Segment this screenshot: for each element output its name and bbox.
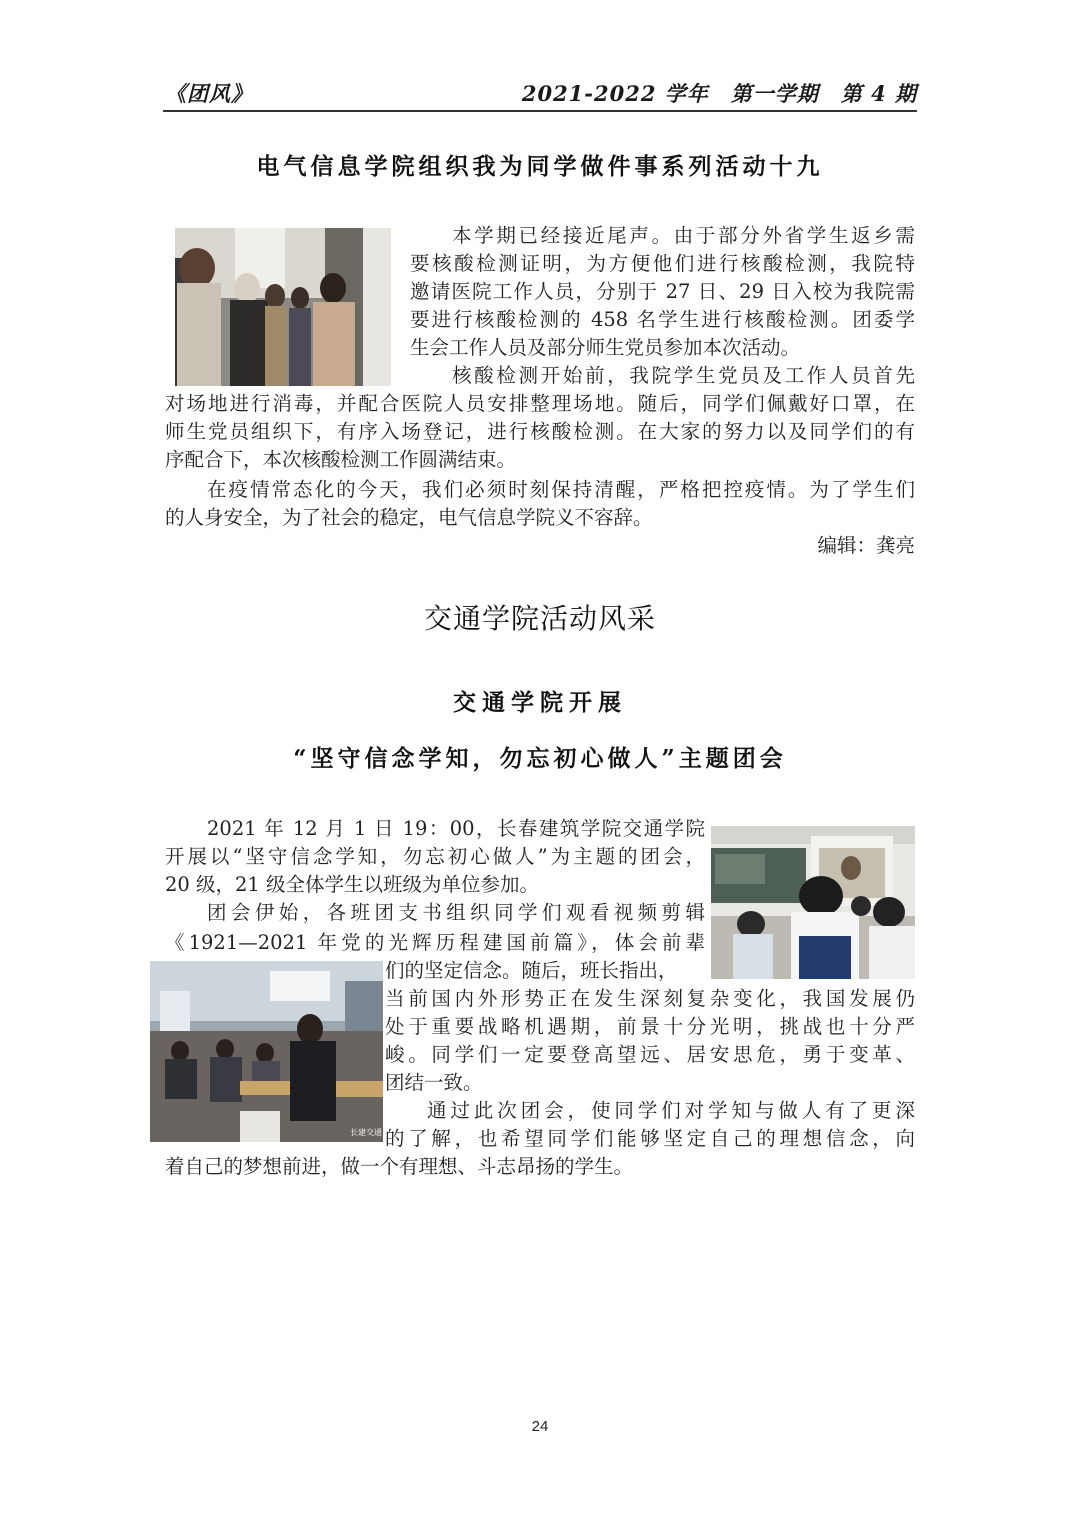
article1-line: 序配合下，本次核酸检测工作圆满结束。 [165, 448, 517, 471]
league-meeting-photo [150, 961, 383, 1142]
photo-watermark: 长建交通 [350, 1128, 382, 1137]
article1-line: 在疫情常态化的今天，我们必须时刻保持清醒，严格把控疫情。为了学生们 [207, 478, 915, 501]
article2-line: 的了解，也希望同学们能够坚定自己的理想信念，向 [385, 1127, 915, 1150]
article2-line: 20 级，21 级全体学生以班级为单位参加。 [165, 873, 540, 896]
article1-line: 对场地进行消毒，并配合医院人员安排整理场地。随后，同学们佩戴好口罩，在 [165, 392, 915, 415]
article2-line: 团结一致。 [385, 1071, 483, 1094]
article2-line: 开展以“坚守信念学知，勿忘初心做人”为主题的团会， [165, 845, 705, 868]
article1-line: 核酸检测开始前，我院学生党员及工作人员首先 [452, 364, 915, 387]
video-viewing-photo [711, 826, 915, 979]
article1-line: 要核酸检测证明，为方便他们进行核酸检测，我院特 [410, 252, 915, 275]
page-number: 24 [531, 1418, 549, 1435]
article1-line: 邀请医院工作人员，分别于 27 日、29 日入校为我院需 [410, 280, 915, 303]
article2-line: 处于重要战略机遇期，前景十分光明，挑战也十分严 [385, 1015, 915, 1038]
article2-line: 团会伊始，各班团支书组织同学们观看视频剪辑 [207, 901, 705, 924]
article2-title-line2: “坚守信念学知，勿忘初心做人”主题团会 [293, 745, 787, 772]
article1-line: 本学期已经接近尾声。由于部分外省学生返乡需 [452, 224, 915, 247]
section-title: 交通学院活动风采 [423, 602, 656, 635]
article2-line: 们的坚定信念。随后，班长指出， [385, 959, 678, 982]
article2-line: 着自己的梦想前进，做一个有理想、斗志昂扬的学生。 [165, 1155, 634, 1178]
issue-info: 2021-2022 学年 第一学期 第 4 期 [521, 81, 917, 106]
nucleic-test-photo [175, 228, 391, 386]
article1-title: 电气信息学院组织我为同学做件事系列活动十九 [256, 153, 824, 180]
journal-name: 《团风》 [165, 81, 253, 106]
header-divider [163, 110, 917, 112]
article2-line: 峻。同学们一定要登高望远、居安思危，勇于变革、 [385, 1043, 915, 1066]
article2-line: 当前国内外形势正在发生深刻复杂变化，我国发展仍 [385, 987, 915, 1010]
article1-editor: 编辑：龚亮 [817, 534, 915, 557]
article1-line: 要进行核酸检测的 458 名学生进行核酸检测。团委学 [410, 308, 915, 331]
article2-line: 《1921—2021 年党的光辉历程建国前篇》，体会前辈 [165, 931, 705, 954]
article1-line: 的人身安全，为了社会的稳定，电气信息学院义不容辞。 [165, 506, 653, 529]
article1-line: 师生党员组织下，有序入场登记，进行核酸检测。在大家的努力以及同学们的有 [165, 420, 915, 443]
article2-title-line1: 交通学院开展 [453, 689, 627, 716]
article1-line: 生会工作人员及部分师生党员参加本次活动。 [410, 336, 801, 359]
article2-line: 通过此次团会，使同学们对学知与做人有了更深 [427, 1099, 915, 1122]
article2-line: 2021 年 12 月 1 日 19：00，长春建筑学院交通学院 [207, 817, 705, 840]
